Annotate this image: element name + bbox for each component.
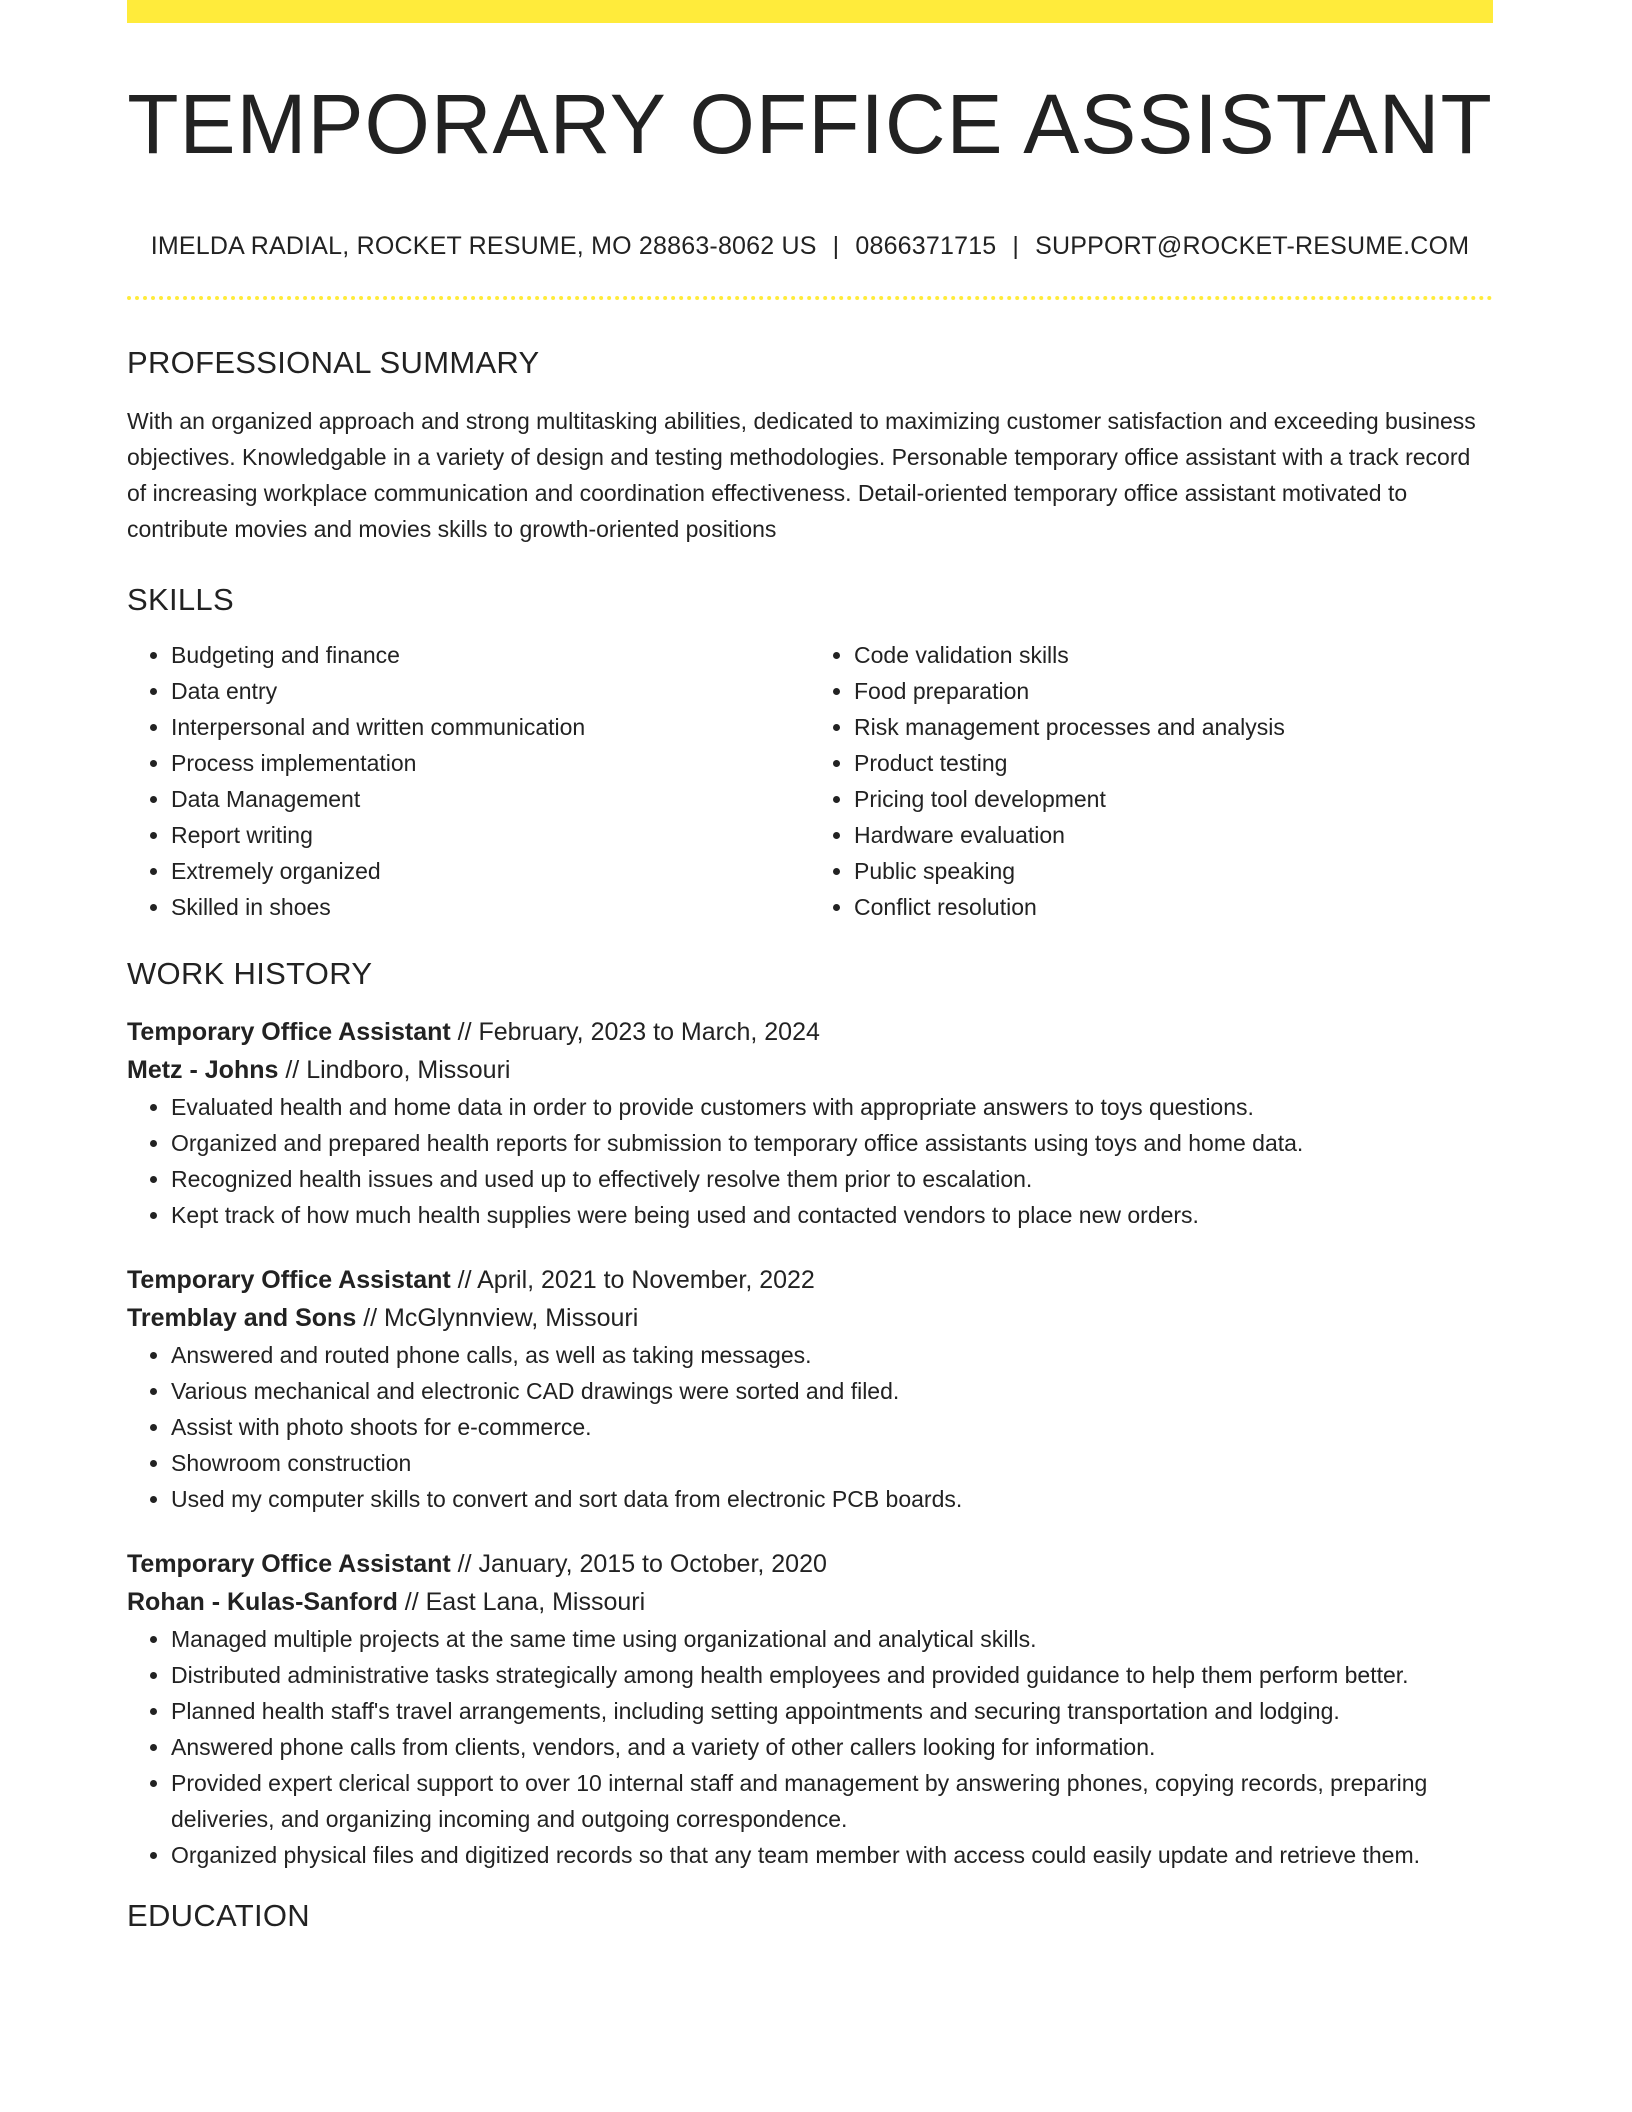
job-bullet: • Answered phone calls from clients, vendors, and a variety of other callers looking for information. (171, 1729, 1493, 1765)
job-location: // McGlynnview, Missouri (356, 1303, 639, 1332)
job-bullet: • Organized and prepared health reports for submission to temporary office assistants using toys and home data. (171, 1125, 1493, 1161)
job-title: Temporary Office Assistant (127, 1549, 451, 1578)
job-title-line (127, 1013, 1493, 1051)
job-entry (127, 1545, 1493, 1873)
job-bullet: • Recognized health issues and used up to effectively resolve them prior to escalation. (171, 1161, 1493, 1197)
job-entry (127, 1013, 1493, 1233)
skill-item: • Risk management processes and analysis (854, 709, 1493, 745)
job-entry (127, 1261, 1493, 1517)
job-title-line (127, 1261, 1493, 1299)
skill-item: • Skilled in shoes (171, 889, 810, 925)
skills-list-right (810, 637, 1493, 925)
job-bullet-list (127, 1337, 1493, 1517)
job-dates: // April, 2021 to November, 2022 (450, 1265, 815, 1294)
section-heading-skills: SKILLS (127, 582, 234, 618)
job-bullet: • Evaluated health and home data in order to provide customers with appropriate answers to toys questions. (171, 1089, 1493, 1125)
job-title-line (127, 1545, 1493, 1583)
job-company: Tremblay and Sons (127, 1303, 357, 1332)
job-company-line (127, 1583, 1493, 1621)
skill-item: • Interpersonal and written communication (171, 709, 810, 745)
job-company-line (127, 1299, 1493, 1337)
job-title: Temporary Office Assistant (127, 1265, 451, 1294)
skill-item: • Code validation skills (854, 637, 1493, 673)
job-bullet: • Showroom construction (171, 1445, 1493, 1481)
job-bullet-list (127, 1089, 1493, 1233)
job-bullet-list (127, 1621, 1493, 1873)
skill-item: • Hardware evaluation (854, 817, 1493, 853)
skill-item: • Product testing (854, 745, 1493, 781)
contact-email: SUPPORT@ROCKET-RESUME.COM (1035, 232, 1470, 260)
resume-page (127, 0, 1493, 1934)
job-title: Temporary Office Assistant (127, 1017, 451, 1046)
job-dates: // January, 2015 to October, 2020 (450, 1549, 827, 1578)
contact-separator: | (832, 232, 840, 260)
section-heading-work-history: WORK HISTORY (127, 956, 373, 992)
job-location: // East Lana, Missouri (397, 1587, 646, 1616)
contact-address: IMELDA RADIAL, ROCKET RESUME, MO 28863-8062 US (150, 232, 817, 260)
accent-top-bar (127, 0, 1493, 23)
job-bullet: • Kept track of how much health supplies were being used and contacted vendors to place new orders. (171, 1197, 1493, 1233)
skill-item: • Report writing (171, 817, 810, 853)
job-bullet: • Assist with photo shoots for e-commerce. (171, 1409, 1493, 1445)
summary-text: With an organized approach and strong multitasking abilities, dedicated to maximizing customer satisfaction and exceeding business objectives. Knowledgable in a variety of design and testing methodologies. Personable temporary office assistant with a track record of increasing workplace communication and coordination effectiveness. Detail-oriented temporary office assistant motivated to contribute movies and movies skills to growth-oriented positions (127, 408, 1476, 543)
job-bullet: • Used my computer skills to convert and sort data from electronic PCB boards. (171, 1481, 1493, 1517)
skills-list-left (127, 637, 810, 925)
contact-line (127, 232, 1493, 261)
contact-phone: 0866371715 (855, 232, 997, 260)
job-bullet: • Provided expert clerical support to over 10 internal staff and management by answering phones, copying records, preparing deliveries, and organizing incoming and outgoing correspondence. (171, 1765, 1493, 1837)
skills-grid (127, 637, 1493, 925)
job-dates: // February, 2023 to March, 2024 (450, 1017, 820, 1046)
job-company-line (127, 1051, 1493, 1089)
contact-separator: | (1012, 232, 1020, 260)
skill-item: • Extremely organized (171, 853, 810, 889)
job-location: // Lindboro, Missouri (278, 1055, 511, 1084)
skill-item: • Conflict resolution (854, 889, 1493, 925)
skill-item: • Budgeting and finance (171, 637, 810, 673)
skill-item: • Public speaking (854, 853, 1493, 889)
job-company: Rohan - Kulas-Sanford (127, 1587, 398, 1616)
skill-item: • Data entry (171, 673, 810, 709)
job-bullet: • Organized physical files and digitized records so that any team member with access could easily update and retrieve them. (171, 1837, 1493, 1873)
resume-title: TEMPORARY OFFICE ASSISTANT (127, 77, 1493, 171)
skill-item: • Data Management (171, 781, 810, 817)
skill-item: • Process implementation (171, 745, 810, 781)
job-bullet: • Planned health staff's travel arrangements, including setting appointments and securing transportation and lodging. (171, 1693, 1493, 1729)
job-bullet: • Various mechanical and electronic CAD drawings were sorted and filed. (171, 1373, 1493, 1409)
section-heading-summary: PROFESSIONAL SUMMARY (127, 345, 540, 380)
section-heading-education: EDUCATION (127, 1897, 310, 1933)
job-bullet: • Distributed administrative tasks strategically among health employees and provided guidance to help them perform better. (171, 1657, 1493, 1693)
job-company: Metz - Johns (127, 1055, 279, 1084)
skill-item: • Pricing tool development (854, 781, 1493, 817)
job-bullet: • Managed multiple projects at the same time using organizational and analytical skills. (171, 1621, 1493, 1657)
skill-item: • Food preparation (854, 673, 1493, 709)
job-bullet: • Answered and routed phone calls, as well as taking messages. (171, 1337, 1493, 1373)
dotted-divider (127, 296, 1493, 300)
